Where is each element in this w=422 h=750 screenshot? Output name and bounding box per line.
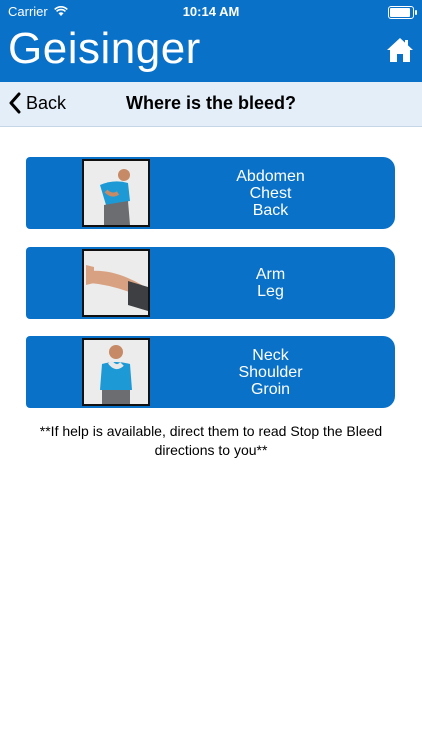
option-line: Leg [257,283,284,300]
help-notice: **If help is available, direct them to read Stop the Bleed directions to you** [39,423,383,458]
option-label [176,336,365,408]
option-label [176,247,365,319]
battery-icon [388,6,414,19]
option-line: Back [252,201,289,219]
back-label: Back [26,92,67,113]
status-time: 10:14 AM [182,4,240,19]
brand-logo: Geisinger [8,24,201,73]
option-line: Abdomen [236,167,305,185]
carrier-label: Carrier [8,4,48,19]
option-arm-leg[interactable] [26,247,395,319]
option-line: Arm [255,266,286,283]
navigation-bar [0,82,422,127]
option-label [176,157,365,229]
abdomen-photo [82,159,150,227]
app-header [0,24,422,82]
option-line: Chest [249,184,292,202]
option-line: Groin [250,380,291,398]
option-line: Neck [252,346,289,364]
option-neck-shoulder-groin[interactable] [26,336,395,408]
option-abdomen-chest-back[interactable] [26,157,395,229]
leg-figure [84,251,148,315]
neck-figure [84,340,148,404]
status-bar [0,0,422,24]
abdomen-figure [84,161,148,225]
leg-photo [82,249,150,317]
option-line: Shoulder [238,363,303,381]
home-icon[interactable] [386,36,414,64]
page-title: Where is the bleed? [125,93,297,113]
neck-photo [82,338,150,406]
